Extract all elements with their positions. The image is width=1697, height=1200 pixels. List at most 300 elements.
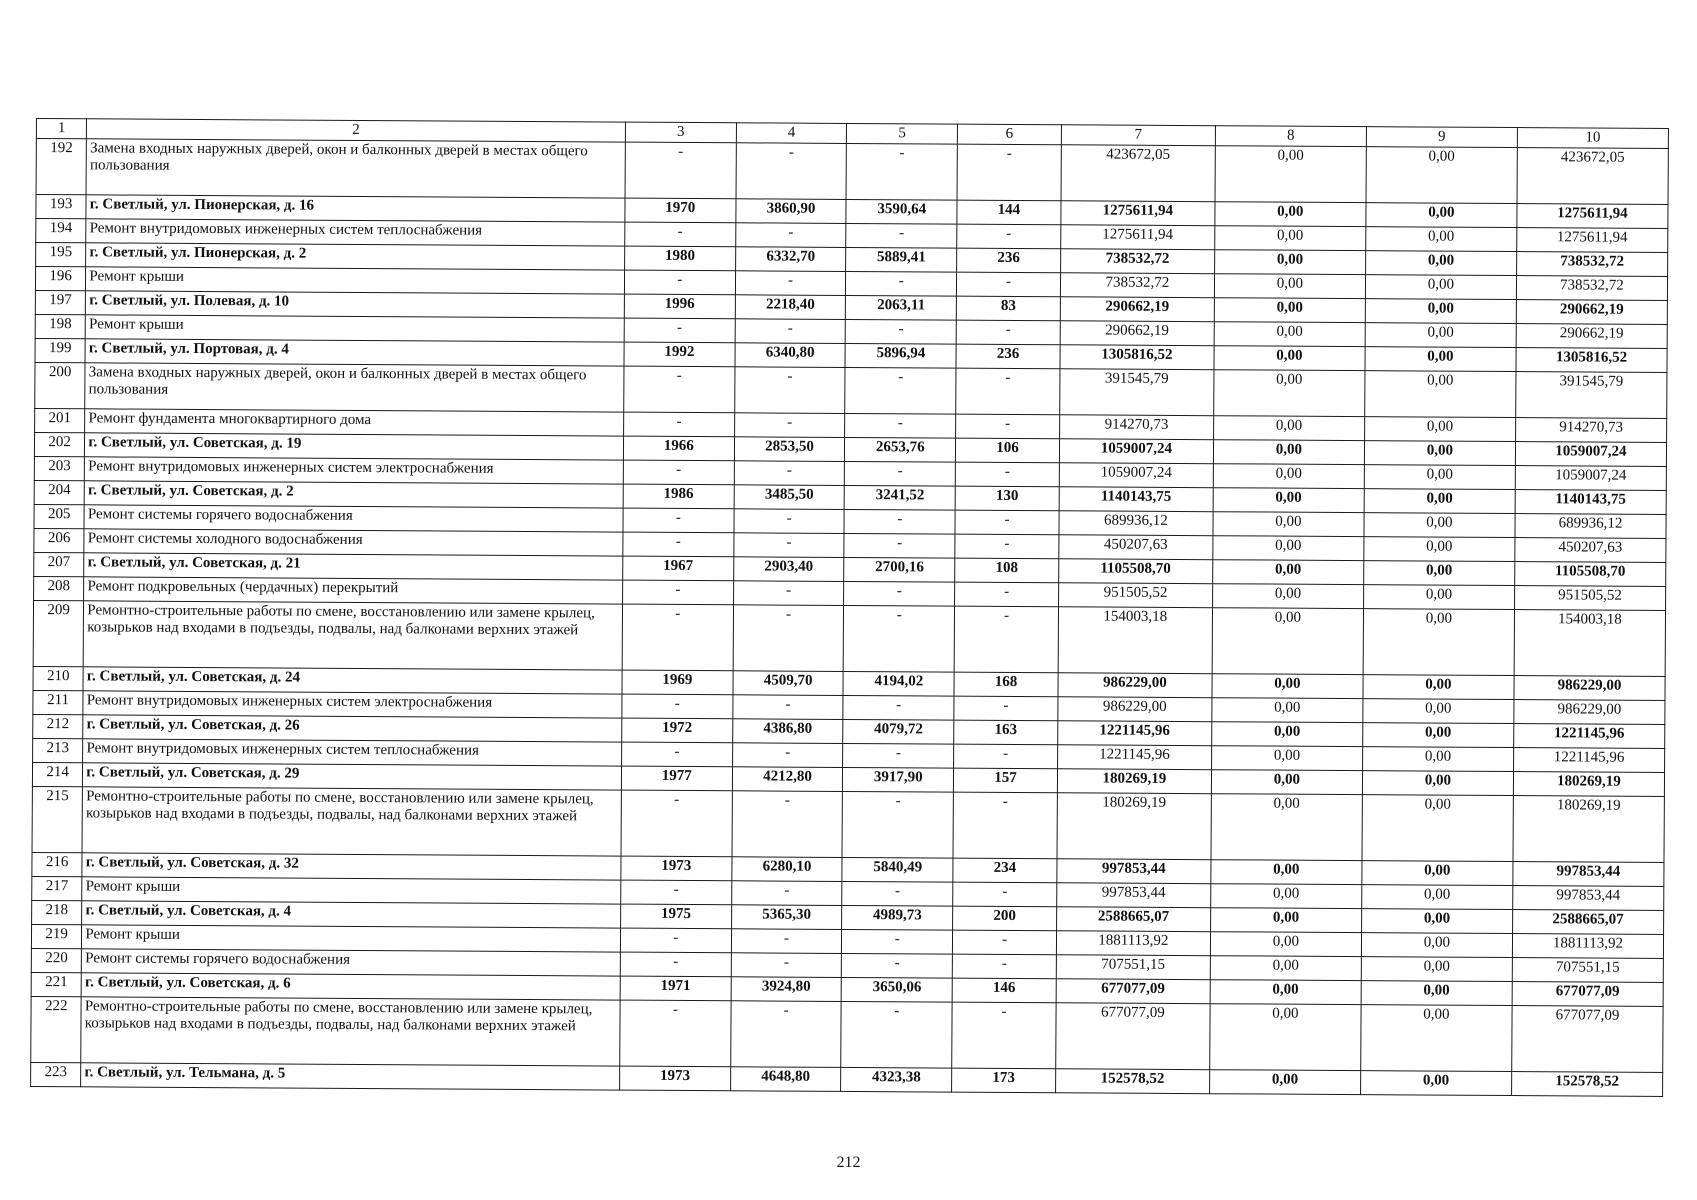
col6-value: 173 <box>952 1068 1056 1093</box>
col6-value: 236 <box>956 344 1060 369</box>
col8-value: 0,00 <box>1211 884 1362 909</box>
col4-value: 3485,50 <box>734 485 845 510</box>
col9-value: 0,00 <box>1361 909 1512 934</box>
col10-value: 1059007,24 <box>1515 442 1666 467</box>
table-row <box>33 600 1665 676</box>
header-col-2: 2 <box>87 119 626 142</box>
col6-value: 144 <box>957 200 1061 225</box>
col4-value: 4212,80 <box>732 767 843 792</box>
col4-value: 3860,90 <box>736 199 847 224</box>
col3-value: 1980 <box>625 246 736 271</box>
col7-value: 423672,05 <box>1061 145 1215 202</box>
col9-value: 0,00 <box>1366 227 1517 252</box>
row-number: 202 <box>34 432 84 456</box>
col4-value: 4648,80 <box>730 1067 841 1092</box>
row-name: г. Светлый, ул. Тельмана, д. 5 <box>81 1063 620 1090</box>
col8-value: 0,00 <box>1211 746 1362 771</box>
col9-value: 0,00 <box>1365 347 1516 372</box>
col3-value: - <box>620 952 731 977</box>
col10-value: 914270,73 <box>1515 418 1666 443</box>
row-number: 195 <box>36 243 86 267</box>
col6-value: - <box>957 272 1061 297</box>
header-col-9: 9 <box>1366 127 1517 148</box>
col9-value: 0,00 <box>1366 203 1517 228</box>
header-col-3: 3 <box>625 122 736 143</box>
col9-value: 0,00 <box>1364 441 1515 466</box>
col5-value: 3241,52 <box>845 485 956 510</box>
col5-value: - <box>845 367 956 414</box>
col6-value: 146 <box>952 978 1056 1003</box>
col9-value: 0,00 <box>1363 699 1514 724</box>
col5-value: - <box>844 533 955 558</box>
col3-value: - <box>625 142 736 199</box>
col3-value: 1973 <box>621 856 732 881</box>
col4-value: - <box>732 791 843 858</box>
row-name: Ремонт крыши <box>85 315 624 342</box>
row-number: 218 <box>32 900 82 924</box>
row-name: Ремонт внутридомовых инженерных систем теплоснабжения <box>83 739 622 766</box>
row-name: г. Светлый, ул. Пионерская, д. 16 <box>86 195 625 222</box>
col4-value: 6340,80 <box>735 343 846 368</box>
col6-value: - <box>957 224 1061 249</box>
col3-value: - <box>625 222 736 247</box>
col9-value: 0,00 <box>1364 561 1515 586</box>
col10-value: 986229,00 <box>1514 700 1665 725</box>
col7-value: 152578,52 <box>1055 1069 1209 1094</box>
col7-value: 1105508,70 <box>1059 559 1213 584</box>
col6-value: - <box>955 462 1059 487</box>
col4-value: - <box>732 743 843 768</box>
col4-value: 6332,70 <box>735 247 846 272</box>
col10-value: 180269,19 <box>1513 796 1664 863</box>
col9-value: 0,00 <box>1364 513 1515 538</box>
col5-value: 5889,41 <box>846 247 957 272</box>
col10-value: 986229,00 <box>1514 676 1665 701</box>
col10-value: 1059007,24 <box>1515 466 1666 491</box>
col9-value: 0,00 <box>1364 417 1515 442</box>
col10-value: 689936,12 <box>1515 514 1666 539</box>
col9-value: 0,00 <box>1365 299 1516 324</box>
col8-value: 0,00 <box>1213 488 1364 513</box>
col8-value: 0,00 <box>1210 956 1361 981</box>
col8-value: 0,00 <box>1214 346 1365 371</box>
row-name: г. Светлый, ул. Советская, д. 2 <box>84 481 623 508</box>
table-row <box>32 786 1664 862</box>
col7-value: 997853,44 <box>1057 859 1211 884</box>
col3-value: 1973 <box>620 1066 731 1091</box>
col8-value: 0,00 <box>1212 584 1363 609</box>
col4-value: 4386,80 <box>732 719 843 744</box>
col9-value: 0,00 <box>1364 465 1515 490</box>
table-row <box>31 996 1663 1072</box>
col4-value: - <box>736 143 847 200</box>
col10-value: 677077,09 <box>1512 982 1663 1007</box>
col7-value: 290662,19 <box>1060 297 1214 322</box>
col6-value: - <box>956 414 1060 439</box>
col10-value: 290662,19 <box>1516 300 1667 325</box>
col6-value: - <box>955 510 1059 535</box>
row-number: 216 <box>32 852 82 876</box>
col6-value: 83 <box>956 296 1060 321</box>
col5-value: - <box>846 271 957 296</box>
col5-value: - <box>846 223 957 248</box>
col7-value: 1275611,94 <box>1061 201 1215 226</box>
col8-value: 0,00 <box>1210 932 1361 957</box>
col4-value: - <box>734 461 845 486</box>
row-name: Ремонт системы горячего водоснабжения <box>82 949 621 976</box>
col9-value: 0,00 <box>1363 675 1514 700</box>
row-number: 221 <box>31 972 81 996</box>
row-name: г. Светлый, ул. Советская, д. 6 <box>81 973 620 1000</box>
col10-value: 997853,44 <box>1513 886 1664 911</box>
col4-value: - <box>734 533 845 558</box>
col9-value: 0,00 <box>1366 147 1517 204</box>
col8-value: 0,00 <box>1213 464 1364 489</box>
col10-value: 450207,63 <box>1515 538 1666 563</box>
col7-value: 1221145,96 <box>1057 745 1211 770</box>
col4-value: - <box>730 1001 841 1068</box>
col7-value: 951505,52 <box>1058 583 1212 608</box>
col4-value: - <box>733 695 844 720</box>
col7-value: 154003,18 <box>1058 607 1212 674</box>
col8-value: 0,00 <box>1213 512 1364 537</box>
row-name: г. Светлый, ул. Советская, д. 32 <box>82 853 621 880</box>
row-number: 198 <box>35 314 85 338</box>
col7-value: 180269,19 <box>1057 769 1211 794</box>
col3-value: - <box>624 412 735 437</box>
col4-value: 2853,50 <box>734 437 845 462</box>
row-name: Ремонт крыши <box>82 877 621 904</box>
col3-value: - <box>624 366 735 413</box>
row-number: 213 <box>33 738 83 762</box>
col8-value: 0,00 <box>1214 274 1365 299</box>
col5-value: - <box>845 461 956 486</box>
col9-value: 0,00 <box>1365 371 1516 418</box>
col7-value: 997853,44 <box>1057 883 1211 908</box>
col4-value: 4509,70 <box>733 671 844 696</box>
col6-value: - <box>954 744 1058 769</box>
row-number: 200 <box>35 362 86 408</box>
col7-value: 1059007,24 <box>1059 439 1213 464</box>
header-col-10: 10 <box>1517 128 1668 149</box>
row-name: г. Светлый, ул. Советская, д. 21 <box>84 553 623 580</box>
col9-value: 0,00 <box>1363 585 1514 610</box>
col4-value: 6280,10 <box>732 857 843 882</box>
row-name: Замена входных наружных дверей, окон и балконных дверей в местах общего пользования <box>86 139 625 198</box>
col10-value: 423672,05 <box>1517 148 1668 205</box>
col10-value: 1275611,94 <box>1517 204 1668 229</box>
col5-value: - <box>842 953 953 978</box>
page-number: 212 <box>836 1154 861 1171</box>
col6-value: 163 <box>954 720 1058 745</box>
col5-value: 5840,49 <box>842 857 953 882</box>
row-number: 210 <box>33 666 83 690</box>
row-name: Ремонт крыши <box>86 267 625 294</box>
col8-value: 0,00 <box>1215 226 1366 251</box>
row-name: г. Светлый, ул. Советская, д. 19 <box>85 433 624 460</box>
col9-value: 0,00 <box>1365 323 1516 348</box>
col3-value: - <box>621 880 732 905</box>
col3-value: 1986 <box>623 484 734 509</box>
col5-value: 3650,06 <box>842 977 953 1002</box>
col4-value: 5365,30 <box>731 905 842 930</box>
col10-value: 290662,19 <box>1516 324 1667 349</box>
col8-value: 0,00 <box>1214 322 1365 347</box>
col4-value: - <box>731 953 842 978</box>
col8-value: 0,00 <box>1215 146 1366 203</box>
col6-value: 108 <box>955 558 1059 583</box>
col10-value: 738532,72 <box>1516 276 1667 301</box>
col6-value: - <box>952 1002 1056 1069</box>
col3-value: 1975 <box>621 904 732 929</box>
col10-value: 1140143,75 <box>1515 490 1666 515</box>
col5-value: 3917,90 <box>843 767 954 792</box>
col8-value: 0,00 <box>1211 794 1362 861</box>
col6-value: - <box>953 882 1057 907</box>
col7-value: 1059007,24 <box>1059 463 1213 488</box>
row-number: 196 <box>35 267 85 291</box>
col4-value: - <box>731 929 842 954</box>
col9-value: 0,00 <box>1362 885 1513 910</box>
col4-value: - <box>734 367 845 414</box>
row-number: 209 <box>33 600 84 666</box>
col3-value: - <box>622 604 733 671</box>
row-name: Ремонт системы холодного водоснабжения <box>84 529 623 556</box>
col7-value: 391545,79 <box>1060 369 1214 416</box>
col5-value: - <box>844 581 955 606</box>
col8-value: 0,00 <box>1213 440 1364 465</box>
row-number: 223 <box>31 1062 81 1086</box>
col6-value: - <box>952 954 1056 979</box>
col5-value: - <box>843 695 954 720</box>
col10-value: 1105508,70 <box>1515 562 1666 587</box>
col6-value: 234 <box>953 858 1057 883</box>
col8-value: 0,00 <box>1210 980 1361 1005</box>
row-number: 214 <box>32 762 82 786</box>
col5-value: - <box>846 319 957 344</box>
col9-value: 0,00 <box>1362 795 1513 862</box>
row-name: г. Светлый, ул. Пионерская, д. 2 <box>86 243 625 270</box>
col8-value: 0,00 <box>1210 1004 1361 1071</box>
col9-value: 0,00 <box>1361 933 1512 958</box>
col10-value: 1305816,52 <box>1516 348 1667 373</box>
col6-value: - <box>955 534 1059 559</box>
row-name: г. Светлый, ул. Советская, д. 24 <box>83 667 622 694</box>
col4-value: - <box>734 413 845 438</box>
col7-value: 677077,09 <box>1056 979 1210 1004</box>
col5-value: 4194,02 <box>843 671 954 696</box>
col4-value: - <box>734 509 845 534</box>
col5-value: - <box>844 509 955 534</box>
col3-value: 1966 <box>623 436 734 461</box>
row-number: 203 <box>34 456 84 480</box>
col7-value: 1275611,94 <box>1061 225 1215 250</box>
row-name: г. Светлый, ул. Полевая, д. 10 <box>86 291 625 318</box>
col7-value: 738532,72 <box>1060 249 1214 274</box>
row-name: Ремонтно-строительные работы по смене, восстановлению или замене крылец, козырьков над входами в подъезды, подвалы, над балконами верхних этажей <box>82 787 621 856</box>
col9-value: 0,00 <box>1361 957 1512 982</box>
col3-value: 1971 <box>620 976 731 1001</box>
col10-value: 997853,44 <box>1513 862 1664 887</box>
col5-value: - <box>841 1001 952 1068</box>
col4-value: 3924,80 <box>731 977 842 1002</box>
col3-value: - <box>622 694 733 719</box>
col7-value: 707551,15 <box>1056 955 1210 980</box>
row-number: 199 <box>35 338 85 362</box>
col6-value: - <box>955 582 1059 607</box>
row-number: 192 <box>36 139 87 195</box>
row-number: 193 <box>36 195 86 219</box>
col6-value: - <box>956 320 1060 345</box>
row-number: 204 <box>34 480 84 504</box>
row-name: Ремонтно-строительные работы по смене, восстановлению или замене крылец, козырьков над входами в подъезды, подвалы, над балконами верхних этажей <box>81 997 620 1066</box>
col8-value: 0,00 <box>1213 560 1364 585</box>
row-name: Ремонт подкровельных (чердачных) перекрытий <box>84 577 623 604</box>
col3-value: 1972 <box>622 718 733 743</box>
col8-value: 0,00 <box>1213 416 1364 441</box>
table-row <box>36 139 1668 205</box>
col5-value: - <box>845 413 956 438</box>
col4-value: - <box>731 881 842 906</box>
col8-value: 0,00 <box>1215 202 1366 227</box>
col9-value: 0,00 <box>1361 1005 1512 1072</box>
col10-value: 677077,09 <box>1512 1006 1663 1073</box>
col7-value: 450207,63 <box>1059 535 1213 560</box>
col10-value: 180269,19 <box>1513 772 1664 797</box>
row-number: 207 <box>34 552 84 576</box>
col10-value: 152578,52 <box>1511 1072 1662 1097</box>
header-col-7: 7 <box>1061 125 1215 146</box>
col6-value: 168 <box>954 672 1058 697</box>
col10-value: 391545,79 <box>1516 372 1667 419</box>
col7-value: 2588665,07 <box>1056 907 1210 932</box>
col10-value: 1221145,96 <box>1514 724 1665 749</box>
row-name: Ремонт фундамента многоквартирного дома <box>85 409 624 436</box>
col7-value: 1221145,96 <box>1058 721 1212 746</box>
col3-value: 1967 <box>623 556 734 581</box>
col5-value: - <box>846 143 957 200</box>
col3-value: 1996 <box>624 294 735 319</box>
col5-value: - <box>842 791 953 858</box>
col7-value: 290662,19 <box>1060 321 1214 346</box>
col8-value: 0,00 <box>1212 698 1363 723</box>
col3-value: 1992 <box>624 342 735 367</box>
col3-value: 1970 <box>625 198 736 223</box>
col8-value: 0,00 <box>1212 674 1363 699</box>
row-number: 194 <box>36 219 86 243</box>
row-name: Ремонт системы горячего водоснабжения <box>84 505 623 532</box>
col8-value: 0,00 <box>1212 608 1363 675</box>
col5-value: - <box>844 605 955 672</box>
col9-value: 0,00 <box>1362 747 1513 772</box>
row-number: 220 <box>31 948 81 972</box>
col5-value: 2700,16 <box>844 557 955 582</box>
col3-value: - <box>623 532 734 557</box>
header-col-1: 1 <box>36 119 86 139</box>
col10-value: 1221145,96 <box>1513 748 1664 773</box>
row-number: 197 <box>35 290 85 314</box>
col9-value: 0,00 <box>1362 861 1513 886</box>
col5-value: 4079,72 <box>843 719 954 744</box>
col8-value: 0,00 <box>1214 250 1365 275</box>
col8-value: 0,00 <box>1214 370 1365 417</box>
col10-value: 951505,52 <box>1514 586 1665 611</box>
col10-value: 1881113,92 <box>1512 934 1663 959</box>
table-body <box>31 139 1669 1097</box>
col9-value: 0,00 <box>1364 489 1515 514</box>
col7-value: 1881113,92 <box>1056 931 1210 956</box>
row-number: 217 <box>32 876 82 900</box>
col8-value: 0,00 <box>1212 722 1363 747</box>
row-number: 206 <box>34 528 84 552</box>
header-col-4: 4 <box>736 123 847 144</box>
col8-value: 0,00 <box>1211 860 1362 885</box>
row-name: Ремонт крыши <box>82 925 621 952</box>
row-name: г. Светлый, ул. Портовая, д. 4 <box>85 339 624 366</box>
col10-value: 154003,18 <box>1514 610 1665 677</box>
col9-value: 0,00 <box>1364 537 1515 562</box>
col5-value: 5896,94 <box>845 343 956 368</box>
col9-value: 0,00 <box>1360 1071 1511 1096</box>
col3-value: - <box>621 790 732 857</box>
col6-value: 106 <box>956 438 1060 463</box>
row-name: г. Светлый, ул. Советская, д. 4 <box>82 901 621 928</box>
row-name: Ремонт внутридомовых инженерных систем теплоснабжения <box>86 219 625 246</box>
row-name: Ремонт внутридомовых инженерных систем электроснабжения <box>85 457 624 484</box>
col9-value: 0,00 <box>1361 981 1512 1006</box>
col6-value: - <box>953 930 1057 955</box>
col7-value: 986229,00 <box>1058 697 1212 722</box>
col6-value: 157 <box>954 768 1058 793</box>
col10-value: 738532,72 <box>1516 252 1667 277</box>
capital-repair-table <box>30 118 1669 1097</box>
col8-value: 0,00 <box>1209 1070 1360 1095</box>
col5-value: 4989,73 <box>842 905 953 930</box>
col8-value: 0,00 <box>1214 298 1365 323</box>
row-number: 212 <box>33 714 83 738</box>
col6-value: - <box>953 792 1057 859</box>
col6-value: - <box>954 696 1058 721</box>
col7-value: 1140143,75 <box>1059 487 1213 512</box>
row-number: 208 <box>34 576 84 600</box>
col5-value: - <box>843 743 954 768</box>
col4-value: - <box>733 605 844 672</box>
col6-value: - <box>956 368 1060 415</box>
col4-value: - <box>735 223 846 248</box>
row-name: г. Светлый, ул. Советская, д. 29 <box>83 763 622 790</box>
col5-value: 2653,76 <box>845 437 956 462</box>
col4-value: - <box>735 271 846 296</box>
col4-value: 2903,40 <box>733 557 844 582</box>
row-number: 215 <box>32 786 83 852</box>
col7-value: 914270,73 <box>1059 415 1213 440</box>
header-col-6: 6 <box>958 124 1062 145</box>
col6-value: - <box>957 144 1061 201</box>
col3-value: - <box>624 318 735 343</box>
col9-value: 0,00 <box>1365 275 1516 300</box>
col3-value: 1969 <box>622 670 733 695</box>
row-name: г. Светлый, ул. Советская, д. 26 <box>83 715 622 742</box>
col3-value: - <box>623 508 734 533</box>
col3-value: - <box>620 928 731 953</box>
col5-value: 4323,38 <box>841 1067 952 1092</box>
col6-value: 130 <box>955 486 1059 511</box>
col3-value: - <box>620 1000 731 1067</box>
row-number: 219 <box>31 924 81 948</box>
col5-value: - <box>842 929 953 954</box>
col3-value: - <box>622 580 733 605</box>
header-col-8: 8 <box>1215 126 1366 147</box>
